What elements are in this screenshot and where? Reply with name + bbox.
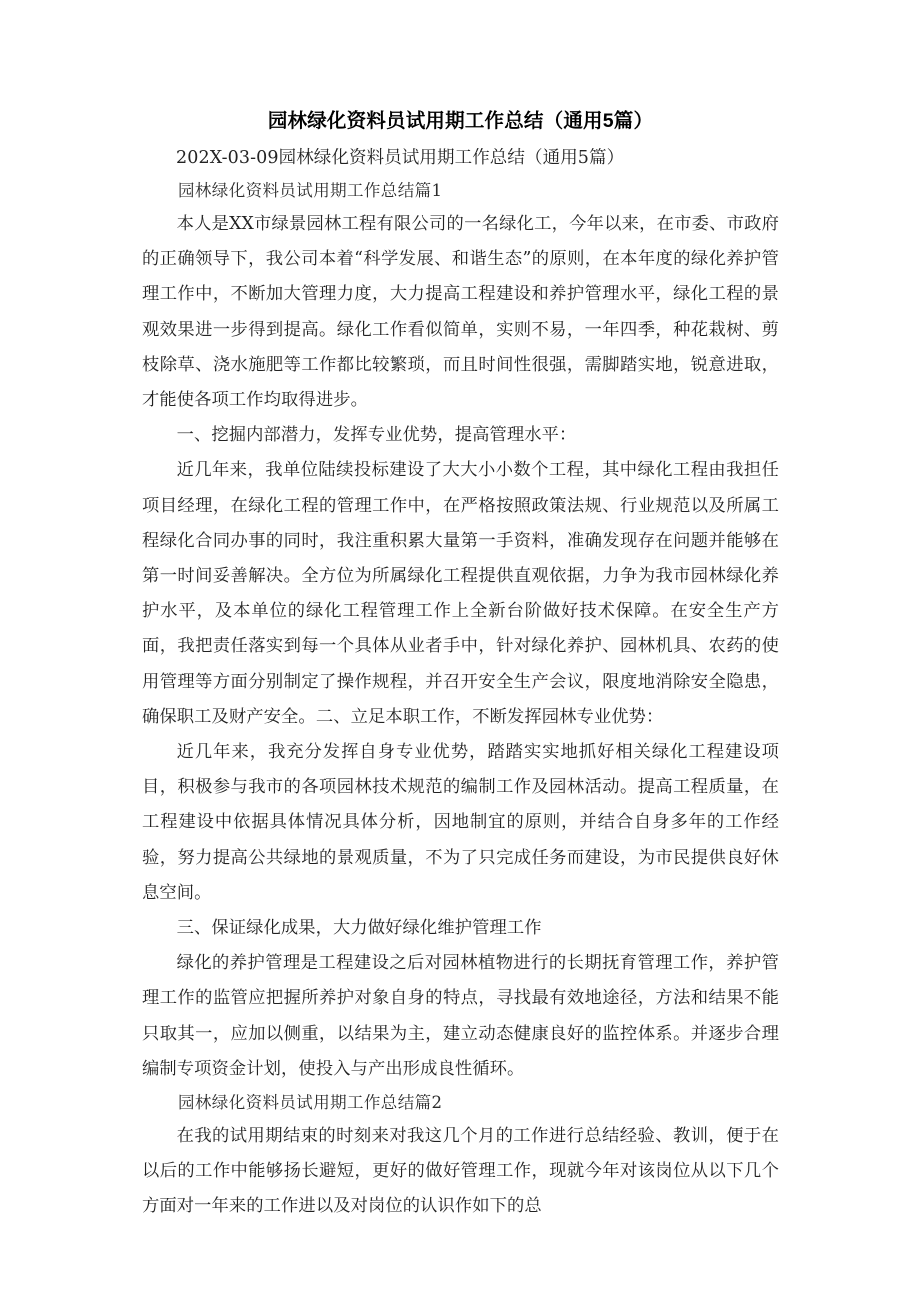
paragraph: 近几年来，我单位陆续投标建设了大大小小数个工程，其中绿化工程由我担任项目经理，在绿化工程的管理工作中，在严格按照政策法规、行业规范以及所属工程绿化合同办事的同时，我注重积累大量第一手资料，准确发现存在问题并能够在第一时间妥善解决。全方位为所属绿化工程提供直观依据，力争为我市园林绿化养护水平，及本单位的绿化工程管理工作上全新台阶做好技术保障。在安全生产方面，我把责任落实到每一个具体从业者手中，针对绿化养护、园林机具、农药的使用管理等方面分别制定了操作规程，并召开安全生产会议，限度地消除安全隐患，确保职工及财产安全。二、立足本职工作，不断发挥园林专业优势： xyxy=(142,460,779,727)
subsection-heading-one: 一、挖掘内部潜力，发挥专业优势，提高管理水平： xyxy=(176,425,577,446)
paragraph: 近几年来，我充分发挥自身专业优势，踏踏实实地抓好相关绿化工程建设项目，积极参与我市的各项园林技术规范的编制工作及园林活动。提高工程质量，在工程建设中依据具体情况具体分析，因地制宜的原则，并结合自身多年的工作经验，努力提高公共绿地的景观质量，不为了只完成任务而建设，为市民提供良好休息空间。 xyxy=(142,742,779,903)
section-heading-2: 园林绿化资料员试用期工作总结篇2 xyxy=(178,1093,443,1113)
section-heading-1: 园林绿化资料员试用期工作总结篇1 xyxy=(178,181,443,200)
paragraph: 本人是XX市绿景园林工程有限公司的一名绿化工，今年以来，在市委、市政府的正确领导下，我公司本着“科学发展、和谐生态”的原则，在本年度的绿化养护管理工作中，不断加大管理力度，大力提高工程建设和养护管理水平，绿化工程的景观效果进一步得到提高。绿化工作看似简单，实则不易，一年四季，种花栽树、剪枝除草、浇水施肥等工作都比较繁琐，而且时间性很强，需脚踏实地，锐意进取，才能使各项工作均取得进步。 xyxy=(142,214,779,411)
paragraph: 绿化的养护管理是工程建设之后对园林植物进行的长期抚育管理工作，养护管理工作的监管应把握所养护对象自身的特点，寻找最有效地途径，方法和结果不能只取其一，应加以侧重，以结果为主，建立动态健康良好的监控体系。并逐步合理编制专项资金计划，使投入与产出形成良性循环。 xyxy=(142,953,779,1079)
page-title: 园林绿化资料员试用期工作总结（通用5篇） xyxy=(267,110,654,132)
paragraph: 在我的试用期结束的时刻来对我这几个月的工作进行总结经验、教训，便于在以后的工作中能够扬长避短，更好的做好管理工作，现就今年对该岗位从以下几个方面对一年来的工作进以及对岗位的认识作如下的总 xyxy=(142,1126,779,1217)
document-date-subtitle: 202X-03-09园林绿化资料员试用期工作总结（通用5篇） xyxy=(176,148,625,168)
subsection-heading-three: 三、保证绿化成果，大力做好绿化维护管理工作 xyxy=(176,918,542,939)
